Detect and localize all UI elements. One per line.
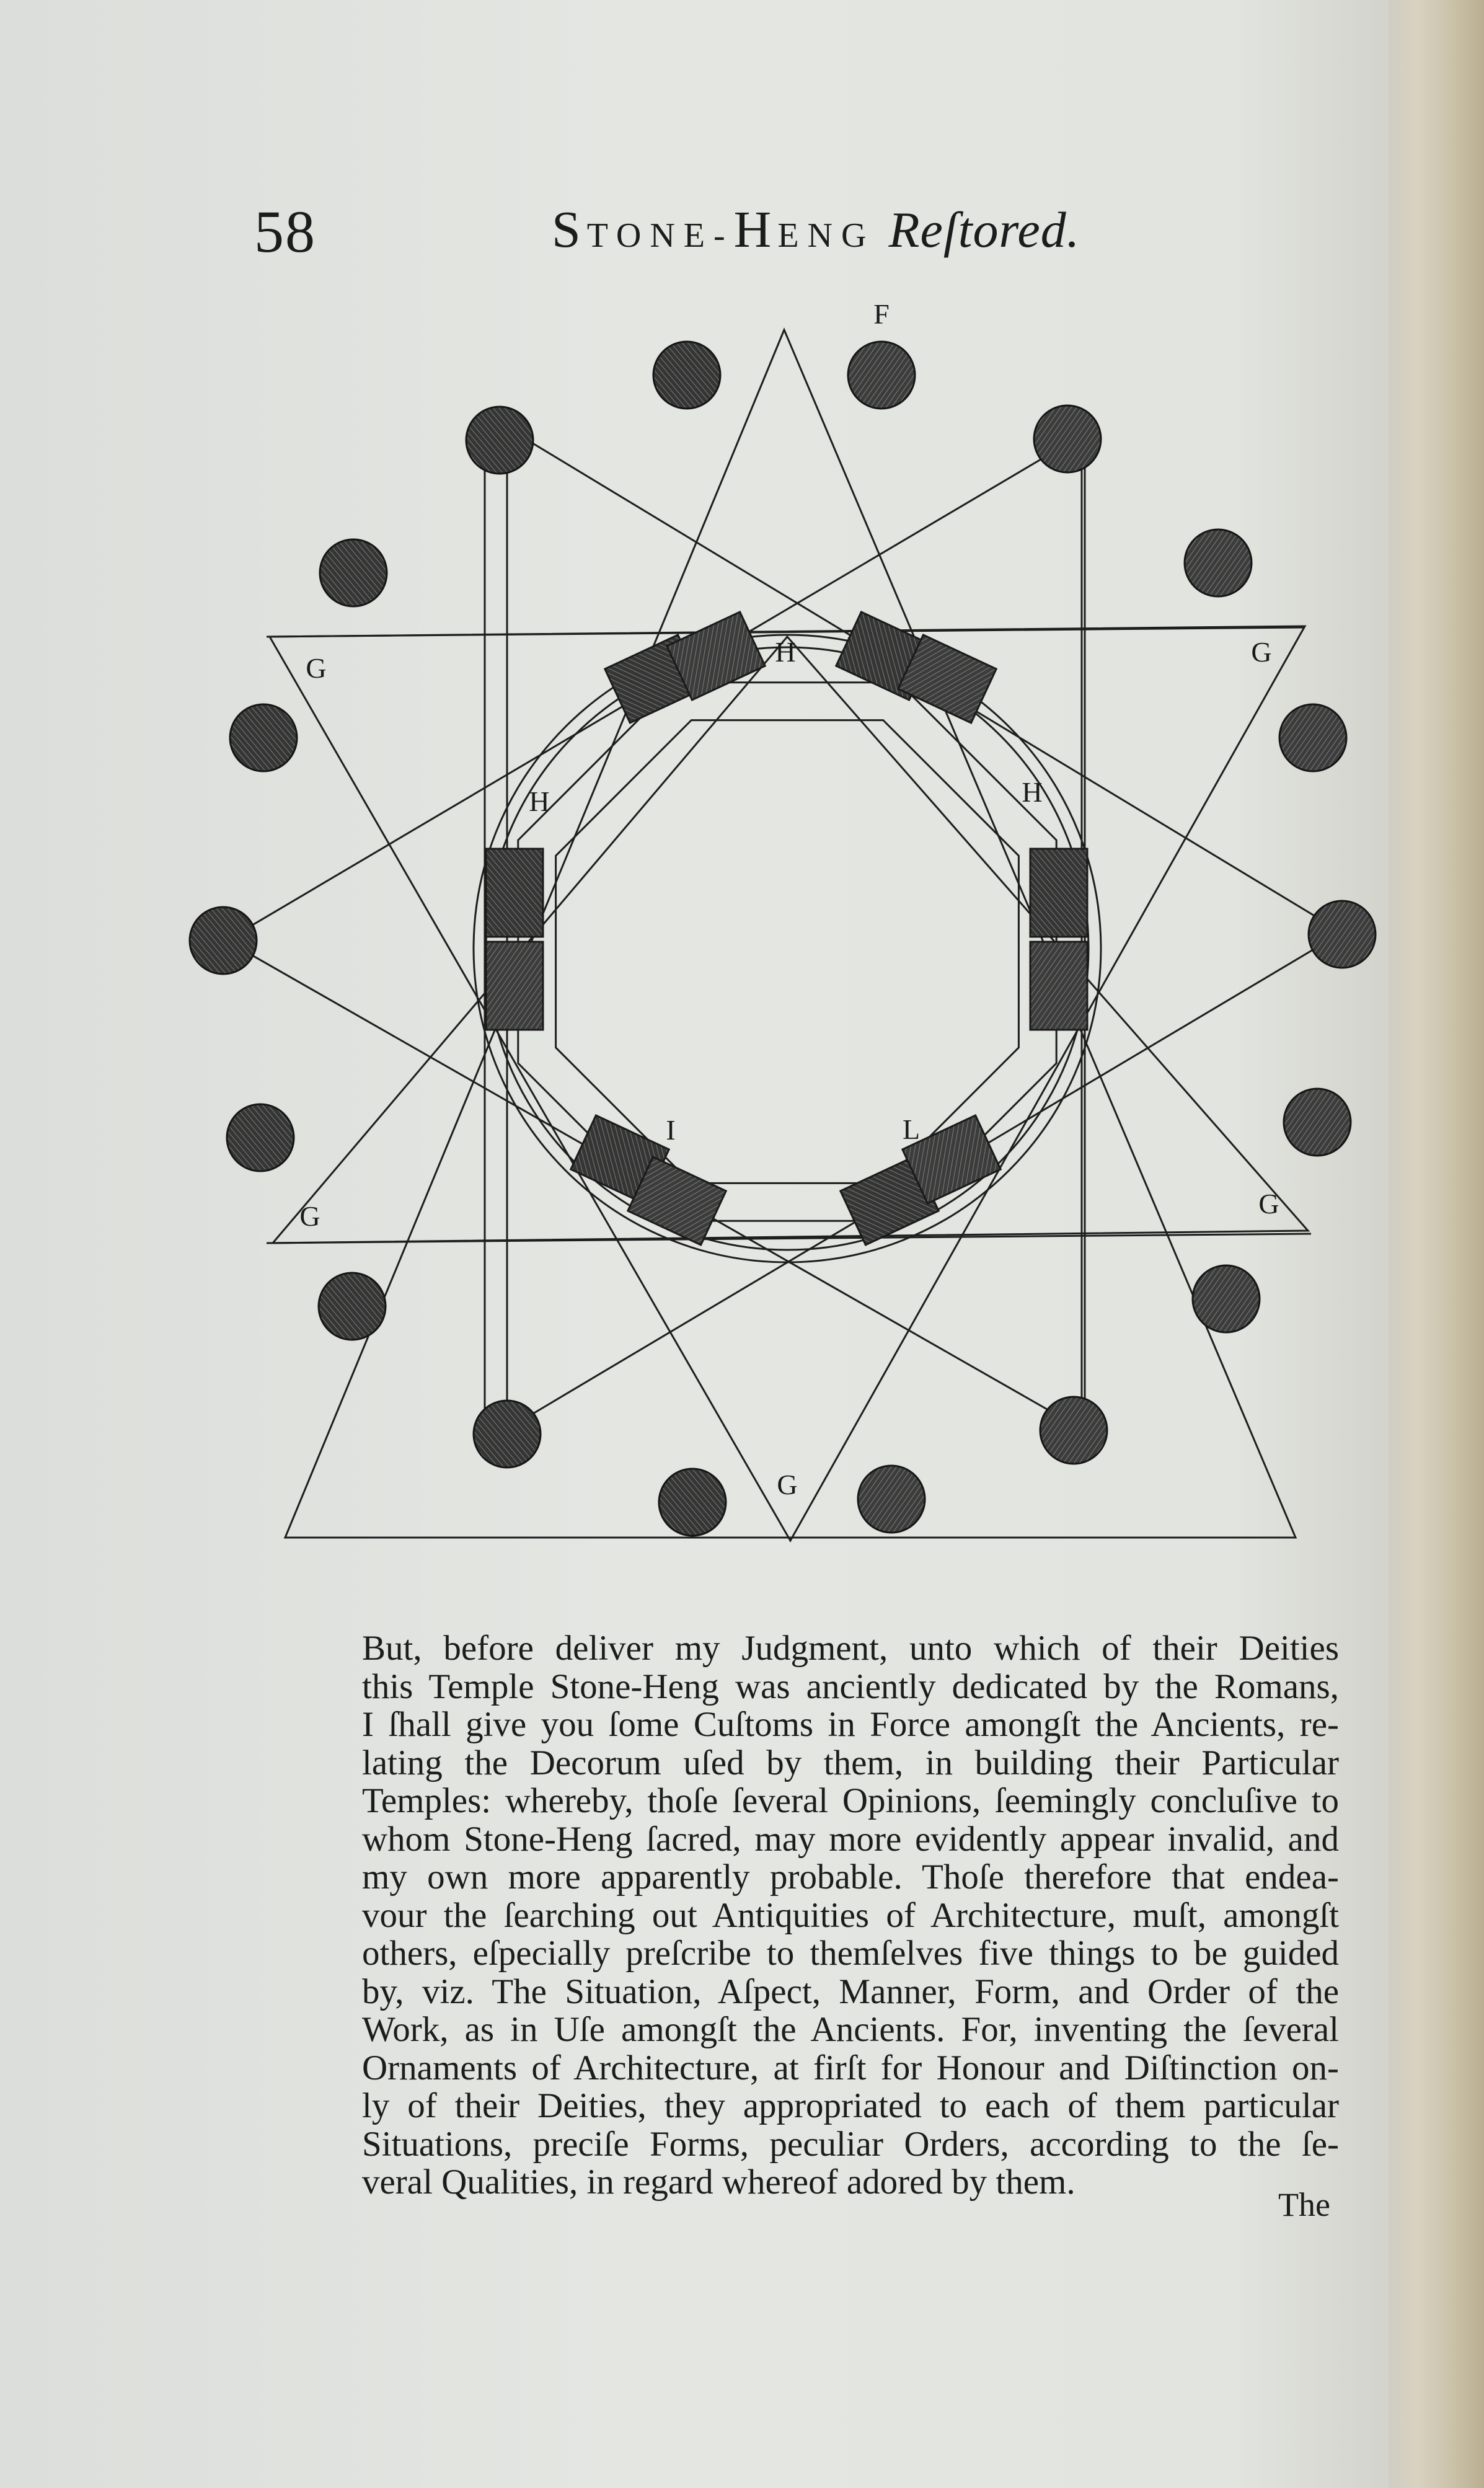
text-line: Temples: whereby, thoſe ſeveral Opinions, ſeemingly concluſive to (362, 1781, 1339, 1820)
outer-stone (1034, 405, 1101, 472)
book-gutter (1389, 0, 1484, 2488)
figure-label-g: G (777, 1469, 798, 1500)
text-line: whom Stone-Heng ſacred, may more evidently appear invalid, and (362, 1819, 1339, 1859)
text-line: ly of their Deities, they appropriated to each of them particular (362, 2086, 1339, 2125)
figure-label-h: H (1022, 776, 1043, 808)
bottom-horizontal-line (267, 1234, 1311, 1243)
figure-label-g: G (1251, 636, 1272, 668)
figure-label-l: L (902, 1113, 921, 1145)
text-line: vour the ſearching out Antiquities of Architecture, muſt, amongſt (362, 1895, 1339, 1935)
figure-label-g: G (299, 1200, 320, 1232)
running-head (552, 200, 1080, 260)
text-line: Situations, preciſe Forms, peculiar Orders, according to the ſe- (362, 2124, 1339, 2164)
triangle-up-line (285, 330, 1296, 1538)
outer-stone (659, 1469, 726, 1536)
figure-label-h: H (775, 636, 796, 668)
trilithon-block (486, 942, 543, 1030)
title-tone: TONE (586, 216, 714, 255)
outer-stone (1279, 704, 1346, 771)
outer-stone (1040, 1397, 1107, 1464)
geometric-construction-lines (226, 330, 1342, 1541)
body-paragraph (362, 1629, 1339, 2202)
outer-stone (858, 1466, 925, 1533)
trilithon-block (1030, 942, 1087, 1030)
outer-stone (1284, 1089, 1351, 1156)
trilithon-block (1030, 849, 1087, 937)
text-line: lating the Decorum uſed by them, in building their Particular (362, 1743, 1339, 1782)
text-line: others, eſpecially preſcribe to themſelves five things to be guided (362, 1934, 1339, 1973)
outer-stone (1185, 529, 1252, 596)
outer-stone (1193, 1265, 1260, 1332)
title-initial-s: S (552, 201, 587, 259)
outer-stone (1309, 901, 1376, 968)
text-line: my own more apparently probable. Thoſe therefore that endea- (362, 1857, 1339, 1897)
catchword: The (1278, 2186, 1330, 2223)
figure-label-g: G (306, 652, 327, 684)
inner-trilithon-blocks (486, 612, 1087, 1245)
text-line: Ornaments of Architecture, at firſt for Honour and Diſtinction on- (362, 2048, 1339, 2087)
outer-stone (320, 539, 387, 606)
text-line: But, before deliver my Judgment, unto which of their Deities (362, 1629, 1339, 1668)
figure-label-h: H (529, 786, 550, 817)
outer-stone (466, 407, 533, 474)
outer-stone (319, 1273, 386, 1340)
figure-letter-labels (299, 298, 1279, 1500)
outer-circle-stones (190, 342, 1376, 1536)
outer-stone (653, 342, 720, 409)
triangle-down-line (270, 626, 1305, 1541)
figure-label-i: I (666, 1114, 676, 1146)
outer-stone (848, 342, 915, 409)
figure-label-g: G (1258, 1188, 1279, 1220)
title-restored: Reſtored. (888, 201, 1080, 258)
octagon-inner-line (556, 720, 1019, 1184)
text-line: I ſhall give you ſome Cuſtoms in Force amongſt the Ancients, re- (362, 1705, 1339, 1744)
page-number: 58 (254, 198, 316, 265)
text-line: Work, as in Uſe amongſt the Ancients. For, inventing the ſeveral (362, 2010, 1339, 2049)
outer-stone (474, 1401, 541, 1468)
title-dash: - (713, 216, 734, 255)
title-eng: ENG (777, 216, 875, 255)
outer-stone (230, 704, 297, 771)
outer-stone (190, 907, 257, 974)
figure-label-f: F (873, 298, 890, 330)
title-initial-h: H (733, 201, 778, 259)
text-line: by, viz. The Situation, Aſpect, Manner, Form, and Order of the (362, 1972, 1339, 2011)
trilithon-block (486, 849, 543, 937)
text-line: veral Qualities, in regard whereof adored by them. (362, 2163, 1075, 2202)
triangle-helper-line (273, 637, 1308, 1243)
outer-stone (227, 1104, 294, 1171)
stonehenge-plan-figure (0, 273, 1401, 1600)
text-line: this Temple Stone-Heng was anciently dedicated by the Romans, (362, 1667, 1339, 1706)
